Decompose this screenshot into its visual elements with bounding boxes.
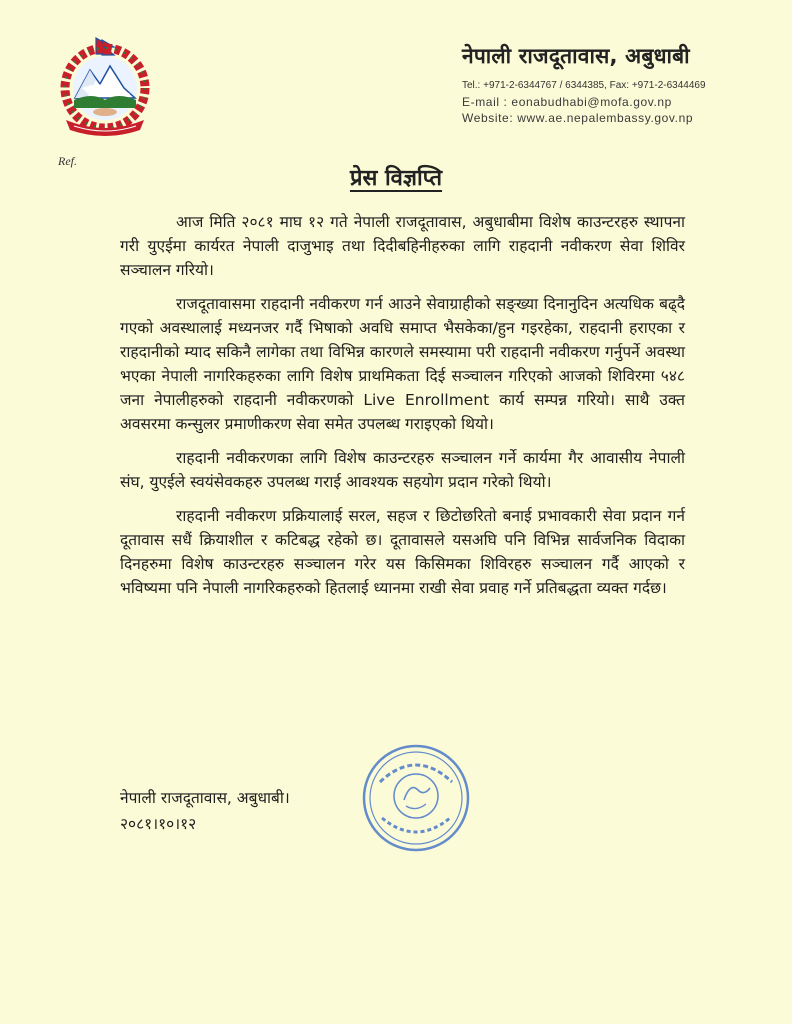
- paragraph: आज मिति २०८१ माघ १२ गते नेपाली राजदूतावास, अबुधाबीमा विशेष काउन्टरहरु स्थापना गरी युएईमा कार्यरत नेपाली दाजुभाइ तथा दिदीबहिनीहरुका लागि राहदानी नवीकरण सेवा शिविर सञ्चालन गरियो।: [120, 213, 685, 279]
- paragraph: राजदूतावासमा राहदानी नवीकरण गर्न आउने सेवाग्राहीको सङ्ख्या दिनानुदिन अत्यधिक बढ्दै गएको अवस्थालाई मध्यनजर गर्दै भिषाको अवधि समाप्त भैसकेका/हुन गइरहेका, राहदानी हराएका र राहदानीको म्याद सकिनै लागेका तथा विभिन्न कारणले समस्यामा परी राहदानी नवीकरण गर्नुपर्ने अवस्था भएका नेपाली नागरिकहरुका लागि विशेष प्राथमिकता दिई सञ्चालन गरिएको आजको शिविरमा ५४८ जना नेपालीहरुको राहदानी नवीकरणको Live Enrollment कार्य सम्पन्न गरियो। साथै उक्त अवसरमा कन्सुलर प्रमाणीकरण सेवा समेत उपलब्ध गराइएको थियो।: [120, 295, 685, 433]
- website-url[interactable]: www.ae.nepalembassy.gov.np: [517, 111, 694, 125]
- ref-label: Ref.: [58, 154, 77, 168]
- website-line: [462, 110, 752, 126]
- page-title: [0, 162, 792, 192]
- email-address[interactable]: eonabudhabi@mofa.gov.np: [511, 95, 672, 109]
- title-text: प्रेस विज्ञप्ति: [349, 166, 443, 191]
- embassy-name: नेपाली राजदूतावास, अबुधाबी: [462, 44, 690, 68]
- signatory-name: नेपाली राजदूतावास, अबुधाबी।: [120, 789, 290, 807]
- signature-block: [120, 785, 290, 837]
- email-line: [462, 94, 752, 110]
- nepal-emblem-logo: [52, 36, 158, 140]
- press-release-body: [120, 210, 685, 610]
- letterhead: [462, 42, 752, 126]
- paragraph: राहदानी नवीकरण प्रक्रियालाई सरल, सहज र छिटोछरितो बनाई प्रभावकारी सेवा प्रदान गर्न दूतावास सधैं क्रियाशील र कटिबद्ध रहेको छ। दूतावासले यसअघि पनि विभिन्न सार्वजनिक विदाका दिनहरुमा विशेष काउन्टरहरु सञ्चालन गरेर यस किसिमका शिविरहरु सञ्चालन गर्दै आएको र भविष्यमा पनि नेपाली नागरिकहरुको हितलाई ध्यानमा राखी सेवा प्रवाह गर्ने प्रतिबद्धता व्यक्त गर्दछ।: [120, 507, 685, 597]
- phone-fax-line: Tel.: +971-2-6344767 / 6344385, Fax: +971-2-6344469: [462, 80, 706, 91]
- website-label: Website:: [462, 111, 514, 125]
- paragraph: राहदानी नवीकरणका लागि विशेष काउन्टरहरु सञ्चालन गर्ने कार्यमा गैर आवासीय नेपाली संघ, युएईले स्वयंसेवकहरु उपलब्ध गराई आवश्यक सहयोग प्रदान गरेको थियो।: [120, 449, 685, 491]
- official-seal-stamp: [360, 742, 472, 854]
- email-label: E-mail :: [462, 95, 508, 109]
- signature-date: २०८१।१०।१२: [120, 815, 197, 833]
